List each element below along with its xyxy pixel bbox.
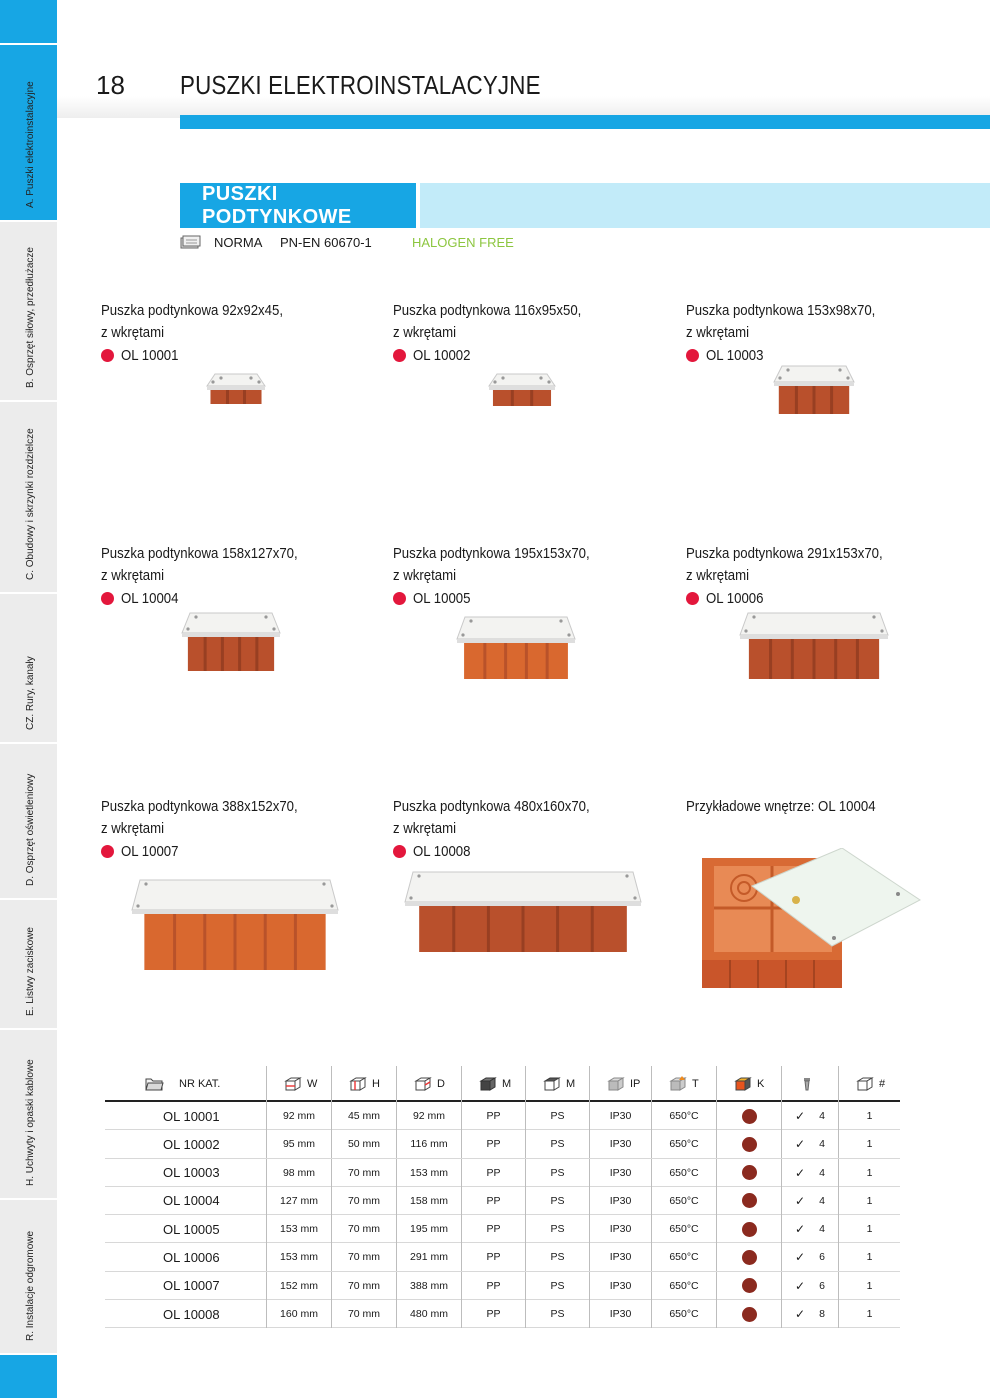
table-header-cell [716,1066,781,1102]
product-name: Puszka podtynkowa 291x153x70, [686,545,883,562]
screws-included [795,1194,825,1208]
sidebar-tab-label: H. Uchwyty i opaski kablowe [25,1059,36,1186]
product-card[interactable] [101,543,371,743]
table-cell-w: 98 mm [266,1159,331,1187]
page-number: 18 [96,70,125,100]
table-cell-m1: PP [461,1130,525,1158]
table-row[interactable] [105,1187,900,1215]
sidebar-top-accent [0,0,57,45]
check-icon: ✓ [795,1165,806,1180]
table-row[interactable] [105,1130,900,1158]
product-box-image [483,370,561,410]
screw-count: 4 [819,1166,825,1179]
check-icon: ✓ [795,1250,806,1265]
screws-included [795,1250,825,1264]
screw-count: 6 [819,1279,825,1292]
table-header-label: D [437,1078,445,1090]
screws-included [795,1166,825,1180]
product-code: OL 10001 [121,346,179,364]
color-swatch-icon [742,1137,757,1152]
product-card[interactable] [393,796,663,996]
product-code: OL 10007 [121,842,179,860]
product-code-row [101,344,371,366]
material-box-icon [478,1075,498,1093]
table-cell-m2: PS [525,1159,589,1187]
table-cell-color [716,1187,781,1215]
table-cell-m1: PP [461,1187,525,1215]
table-cell-screws [781,1187,838,1215]
sidebar-tabs [0,0,57,1400]
table-row[interactable] [105,1300,900,1328]
table-cell-h: 70 mm [331,1300,396,1328]
product-name: Puszka podtynkowa 388x152x70, [101,798,298,815]
table-cell-d: 195 mm [396,1215,461,1243]
table-header-cell [651,1066,716,1102]
red-dot-icon [393,349,406,362]
table-cell-m1: PP [461,1215,525,1243]
screw-count: 6 [819,1251,825,1264]
product-subtitle: z wkrętami [393,820,457,837]
sidebar-tab-1[interactable] [0,45,57,222]
table-cell-d: 153 mm [396,1159,461,1187]
table-header-cell [781,1066,838,1102]
product-code: OL 10005 [413,589,471,607]
product-code-row [101,587,371,609]
table-cell-color [716,1243,781,1271]
product-interior-image [692,848,932,998]
table-header-cell [266,1066,331,1102]
table-header-cell [331,1066,396,1102]
table-cell-qty: 1 [838,1102,900,1130]
table-header-label: H [372,1078,380,1090]
table-cell-w: 95 mm [266,1130,331,1158]
table-cell-qty: 1 [838,1300,900,1328]
product-subtitle: z wkrętami [101,324,165,341]
product-code-row [393,344,663,366]
table-cell-w: 153 mm [266,1243,331,1271]
table-cell-m1: PP [461,1272,525,1300]
sidebar-tab-label: CZ. Rury, kanały [25,656,36,730]
sidebar-tab-8[interactable] [0,1200,57,1355]
product-box-image [734,609,894,683]
product-code: OL 10003 [706,346,764,364]
check-icon: ✓ [795,1307,806,1322]
table-cell-t: 650°C [651,1130,716,1158]
table-cell-color [716,1130,781,1158]
temperature-icon [668,1075,688,1093]
product-name: Przykładowe wnętrze: OL 10004 [686,798,876,815]
color-icon [733,1075,753,1093]
table-header-label: W [307,1078,318,1090]
table-cell-t: 650°C [651,1272,716,1300]
norm-row [180,233,514,251]
product-name: Puszka podtynkowa 153x98x70, [686,302,876,319]
product-box-image [399,868,647,956]
table-cell-h: 45 mm [331,1102,396,1130]
table-cell-code: OL 10008 [163,1306,220,1322]
table-cell-color [716,1102,781,1130]
sidebar-tab-label: B. Osprzęt siłowy, przedłużacze [25,247,36,388]
screw-count: 4 [819,1138,825,1151]
table-cell-code: OL 10003 [163,1165,220,1181]
product-card[interactable] [686,796,956,996]
check-icon: ✓ [795,1222,806,1237]
table-cell-t: 650°C [651,1102,716,1130]
check-icon: ✓ [795,1278,806,1293]
table-header-cell [525,1066,589,1102]
table-cell-m2: PS [525,1243,589,1271]
screw-count: 4 [819,1194,825,1207]
color-swatch-icon [742,1250,757,1265]
screw-count: 4 [819,1223,825,1236]
table-header-label: # [879,1078,886,1090]
table-cell-m2: PS [525,1272,589,1300]
table-cell-d: 116 mm [396,1130,461,1158]
product-code: OL 10002 [413,346,471,364]
table-cell-m2: PS [525,1215,589,1243]
product-card[interactable] [393,300,663,500]
table-cell-w: 127 mm [266,1187,331,1215]
sidebar-tab-label: E. Listwy zaciskowe [25,927,36,1016]
red-dot-icon [101,592,114,605]
table-cell-w: 152 mm [266,1272,331,1300]
product-code: OL 10006 [706,589,764,607]
table-cell-code: OL 10002 [163,1136,220,1152]
norm-label: NORMA [214,234,263,250]
table-row[interactable] [105,1159,900,1187]
product-subtitle: z wkrętami [393,324,457,341]
product-subtitle: z wkrętami [393,567,457,584]
table-row[interactable] [105,1215,900,1243]
product-code: OL 10008 [413,842,471,860]
product-subtitle: z wkrętami [686,567,750,584]
table-cell-qty: 1 [838,1159,900,1187]
table-cell-d: 480 mm [396,1300,461,1328]
sidebar-bottom-accent [0,1355,57,1400]
table-cell-qty: 1 [838,1272,900,1300]
table-cell-qty: 1 [838,1243,900,1271]
product-name: Puszka podtynkowa 158x127x70, [101,545,298,562]
table-row[interactable] [105,1243,900,1271]
sidebar-tab-label: D. Osprzęt oświetleniowy [25,773,36,886]
product-subtitle: z wkrętami [101,567,165,584]
table-header-cell [105,1066,266,1102]
table-cell-h: 70 mm [331,1215,396,1243]
red-dot-icon [686,349,699,362]
table-header-label: M [502,1078,512,1090]
product-name: Puszka podtynkowa 195x153x70, [393,545,590,562]
sidebar-tab-7[interactable] [0,1030,57,1200]
check-icon: ✓ [795,1109,806,1123]
product-card[interactable] [101,300,371,500]
page-title: PUSZKI ELEKTROINSTALACYJNE [180,70,541,100]
color-swatch-icon [742,1109,757,1124]
table-cell-m2: PS [525,1102,589,1130]
screws-included [795,1279,825,1293]
table-cell-w: 160 mm [266,1300,331,1328]
section-title: PUSZKI PODTYNKOWE [180,183,416,228]
ip-icon [606,1075,626,1093]
product-subtitle: z wkrętami [101,820,165,837]
table-header-label: M [566,1078,576,1090]
table-header-cell [838,1066,900,1102]
table-cell-t: 650°C [651,1243,716,1271]
table-cell-screws [781,1243,838,1271]
table-header-label: IP [630,1078,641,1090]
table-cell-h: 70 mm [331,1272,396,1300]
halogen-free-label: HALOGEN FREE [412,234,514,250]
table-cell-screws [781,1272,838,1300]
table-cell-screws [781,1102,838,1130]
section-band [420,183,990,228]
product-code-row [686,587,956,609]
table-cell-h: 70 mm [331,1159,396,1187]
sidebar-tab-label: A. Puszki elektroinstalacyjne [25,81,36,208]
table-cell-qty: 1 [838,1215,900,1243]
table-cell-m2: PS [525,1130,589,1158]
table-cell-t: 650°C [651,1187,716,1215]
table-cell-screws [781,1130,838,1158]
screws-included [795,1222,825,1236]
table-cell-screws [781,1159,838,1187]
table-cell-screws [781,1300,838,1328]
table-cell-t: 650°C [651,1300,716,1328]
product-card[interactable] [393,543,663,743]
sidebar-tab-label: R. Instalacje odgromowe [25,1230,36,1341]
screw-icon [798,1075,818,1093]
product-box-image [201,370,271,408]
product-name: Puszka podtynkowa 92x92x45, [101,302,283,319]
sidebar-tab-2[interactable] [0,222,57,402]
screw-count: 8 [819,1308,825,1321]
table-cell-m2: PS [525,1300,589,1328]
table-header-label: T [692,1078,699,1090]
product-box-image [176,609,286,675]
table-cell-code: OL 10007 [163,1278,220,1294]
table-cell-code: OL 10001 [163,1108,220,1124]
screws-included [795,1137,825,1151]
red-dot-icon [101,845,114,858]
table-header-cell [396,1066,461,1102]
depth-icon [413,1075,433,1093]
product-card[interactable] [686,300,956,500]
table-header [105,1066,900,1102]
product-box-image [126,876,344,974]
table-cell-color [716,1272,781,1300]
table-cell-d: 291 mm [396,1243,461,1271]
screws-included [795,1307,825,1321]
product-card[interactable] [101,796,371,996]
table-cell-color [716,1300,781,1328]
product-code-row [393,587,663,609]
header-accent-bar [180,115,990,129]
table-cell-ip: IP30 [589,1243,651,1271]
screws-included [795,1109,825,1123]
table-cell-ip: IP30 [589,1300,651,1328]
product-code-row [101,840,371,862]
table-cell-d: 158 mm [396,1187,461,1215]
red-dot-icon [101,349,114,362]
table-header-cell [461,1066,525,1102]
sidebar-tab-6[interactable] [0,900,57,1030]
table-cell-color [716,1159,781,1187]
check-icon: ✓ [795,1193,806,1208]
screw-count: 4 [819,1110,825,1122]
product-name: Puszka podtynkowa 480x160x70, [393,798,590,815]
table-cell-m1: PP [461,1159,525,1187]
table-body [105,1102,900,1328]
table-cell-ip: IP30 [589,1272,651,1300]
table-cell-ip: IP30 [589,1159,651,1187]
table-cell-t: 650°C [651,1159,716,1187]
color-swatch-icon [742,1222,757,1237]
table-cell-ip: IP30 [589,1130,651,1158]
width-icon [283,1075,303,1093]
sidebar-tab-5[interactable] [0,744,57,900]
table-cell-ip: IP30 [589,1215,651,1243]
table-cell-ip: IP30 [589,1102,651,1130]
table-cell-d: 92 mm [396,1102,461,1130]
color-swatch-icon [742,1307,757,1322]
table-cell-t: 650°C [651,1215,716,1243]
sidebar-tab-4[interactable] [0,594,57,744]
table-header-cell [589,1066,651,1102]
table-cell-m1: PP [461,1102,525,1130]
check-icon: ✓ [795,1137,806,1152]
table-cell-qty: 1 [838,1187,900,1215]
table-header-label: NR KAT. [179,1078,221,1090]
sidebar-tab-label: C. Obudowy i skrzynki rozdzielcze [25,428,36,580]
table-row[interactable] [105,1272,900,1300]
table-cell-h: 70 mm [331,1187,396,1215]
table-cell-color [716,1215,781,1243]
table-cell-ip: IP30 [589,1187,651,1215]
norm-value: PN-EN 60670-1 [280,234,372,250]
height-icon [348,1075,368,1093]
red-dot-icon [686,592,699,605]
product-card[interactable] [686,543,956,743]
table-cell-h: 70 mm [331,1243,396,1271]
product-code: OL 10004 [121,589,179,607]
table-cell-w: 153 mm [266,1215,331,1243]
table-cell-m2: PS [525,1187,589,1215]
table-cell-screws [781,1215,838,1243]
product-name: Puszka podtynkowa 116x95x50, [393,302,582,319]
table-cell-qty: 1 [838,1130,900,1158]
table-cell-d: 388 mm [396,1272,461,1300]
product-box-image [768,362,860,418]
product-box-image [451,613,581,683]
color-swatch-icon [742,1165,757,1180]
folder-icon [145,1075,165,1093]
product-code-row [393,840,663,862]
spec-table [105,1066,900,1328]
table-cell-w: 92 mm [266,1102,331,1130]
table-header-label: K [757,1078,765,1090]
table-cell-code: OL 10004 [163,1193,220,1209]
norm-book-icon [180,235,202,249]
table-cell-m1: PP [461,1243,525,1271]
sidebar-tab-3[interactable] [0,402,57,594]
table-cell-h: 50 mm [331,1130,396,1158]
table-row[interactable] [105,1102,900,1130]
quantity-icon [855,1075,875,1093]
color-swatch-icon [742,1193,757,1208]
color-swatch-icon [742,1278,757,1293]
table-cell-code: OL 10005 [163,1221,220,1237]
table-cell-code: OL 10006 [163,1249,220,1265]
material-lid-icon [542,1075,562,1093]
red-dot-icon [393,592,406,605]
red-dot-icon [393,845,406,858]
product-subtitle: z wkrętami [686,324,750,341]
table-cell-m1: PP [461,1300,525,1328]
